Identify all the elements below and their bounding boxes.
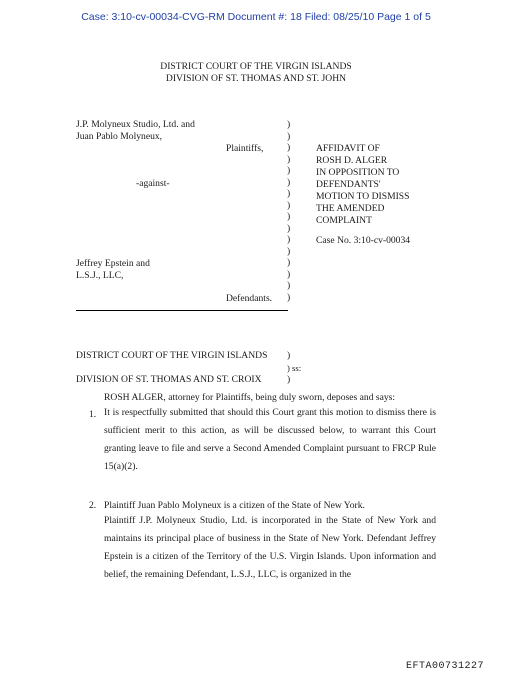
court-name-line2: DIVISION OF ST. THOMAS AND ST. JOHN <box>165 73 347 84</box>
defendant-name-line1: Jeffrey Epstein and <box>76 258 150 269</box>
venue-bracket: ) <box>287 374 291 385</box>
paragraph-number: 1. <box>89 409 97 420</box>
against-label: -against- <box>136 178 170 189</box>
defendants-label: Defendants. <box>226 293 273 304</box>
paragraph-number: 2. <box>89 500 97 511</box>
plaintiffs-label: Plaintiffs, <box>226 143 264 154</box>
court-name-line1: DISTRICT COURT OF THE VIRGIN ISLANDS <box>160 61 352 72</box>
venue-bracket: ) <box>287 350 291 361</box>
title-line: THE AMENDED <box>316 203 385 214</box>
bates-number: EFTA00731227 <box>406 661 485 672</box>
title-line: IN OPPOSITION TO <box>316 167 400 178</box>
plaintiff-name-line1: J.P. Molyneux Studio, Ltd. and <box>76 119 195 130</box>
affidavit-intro: ROSH ALGER, attorney for Plaintiffs, being duly sworn, deposes and says: <box>104 392 396 403</box>
title-line: AFFIDAVIT OF <box>316 143 380 154</box>
venue-ss: ) ss: <box>287 363 302 373</box>
caption-underline <box>76 310 288 311</box>
paragraph-2-first-line: Plaintiff Juan Pablo Molyneux is a citizen of the State of New York. <box>104 500 365 511</box>
paragraph-1: It is respectfully submitted that should this Court grant this motion to dismiss there is sufficient merit to this action, as will be discussed below, to warrant this Court granting leave to file and serve a Second Amended Complaint pursuant to FRCP Rule 15(a)(2). <box>104 407 436 472</box>
title-line: ROSH D. ALGER <box>316 155 388 166</box>
title-line: COMPLAINT <box>316 215 372 226</box>
title-line: DEFENDANTS' <box>316 179 381 190</box>
case-number: Case No. 3:10-cv-00034 <box>316 235 411 246</box>
venue-line1: DISTRICT COURT OF THE VIRGIN ISLANDS <box>76 350 268 361</box>
defendant-name-line2: L.S.J., LLC, <box>76 270 124 281</box>
plaintiff-name-line2: Juan Pablo Molyneux, <box>76 131 163 142</box>
caption-bracket-column: ) ) ) ) ) ) ) ) ) ) ) ) ) ) ) ) <box>287 119 291 303</box>
venue-line2: DIVISION OF ST. THOMAS AND ST. CROIX <box>76 374 262 385</box>
document-title <box>316 143 409 227</box>
paragraph-2: Plaintiff J.P. Molyneux Studio, Ltd. is incorporated in the State of New York and maintains its principal place of business in the State of New York. Defendant Jeffrey Epstein is a citizen of the Territory of the U.S. Virgin Islands. Upon information and belief, the remaining Defendant, L.S.J., LLC, is organized in the <box>104 515 436 580</box>
title-line: MOTION TO DISMISS <box>316 191 410 202</box>
case-header-stamp: Case: 3:10-cv-00034-CVG-RM Document #: 18 Filed: 08/25/10 Page 1 of 5 <box>81 11 431 23</box>
